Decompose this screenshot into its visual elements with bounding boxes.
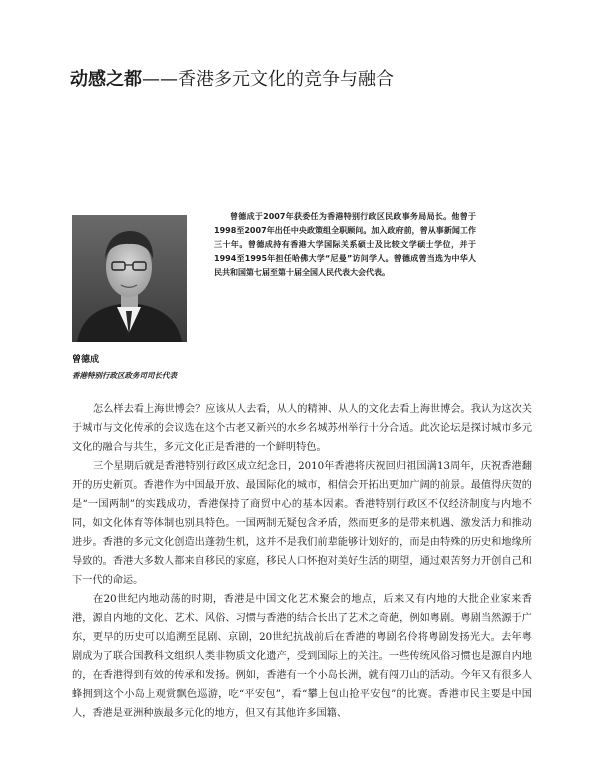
author-bio: 曾德成于2007年获委任为香港特别行政区民政事务局局长。他曾于1998至2007年出任中央政策组全职顾问。加入政府前，曾从事新闻工作三十年。曾德成持有香港大学国际关系硕士及比较文学硕士学位，并于1994至1995年担任哈佛大学“尼曼”访问学人。曾德成曾当选为中华人民共和国第七届至第十届全国人民代表大会代表。 — [214, 212, 476, 277]
title-main: 动感之都 — [70, 69, 142, 90]
author-name: 曾德成 — [72, 355, 100, 365]
body-paragraph: 怎么样去看上海世博会？应该从人去看，从人的精神、从人的文化去看上海世博会。我认为这次关于城市与文化传承的会议选在这个古老又新兴的水乡名城苏州举行十分合适。此次论坛是探讨城市多元文化的融合与共生，多元文化正是香港的一个鲜明特色。 — [72, 404, 532, 453]
body-paragraph: 在20世纪内地动荡的时期，香港是中国文化艺术聚会的地点，后来又有内地的大批企业家来香港，源自内地的文化、艺术、风俗、习惯与香港的结合长出了艺术之奇葩，例如粤剧。粤剧当然源于广东，更早的历史可以追溯至昆剧、京剧，20世纪抗战前后在香港的粤剧名伶将粤剧发扬光大。去年粤剧成为了联合国教科文组织人类非物质文化遗产，受到国际上的关注。一些传统风俗习惯也是源自内地的，在香港得到有效的传承和发扬。例如，香港有一个小岛长洲，就有闯刀山的活动。今年又有很多人蜂拥到这个小岛上观赏飘色巡游，吃“平安包”，看“攀上包山抢平安包”的比赛。香港市民主要是中国人，香港是亚洲种族最多元化的地方，但又有其他许多国籍、 — [72, 594, 532, 719]
body-paragraph: 三个星期后就是香港特别行政区成立纪念日，2010年香港将庆祝回归祖国满13周年，庆祝香港翻开的历史新页。香港作为中国最开放、最国际化的城市，相信会开拓出更加广阔的前景。最值得庆贺的是“一国两制”的实践成功，香港保持了商贸中心的基本因素。香港特别行政区不仅经济制度与内地不同，如文化体育等体制也别具特色。一国两制无疑包含矛盾，然而更多的是带来机遇、激发活力和推动进步。香港的多元文化创造出蓬勃生机，这并不是我们前辈能够计划好的，而是由特殊的历史和地缘所导致的。香港大多数人都来自移民的家庭，移民人口怀抱对美好生活的期望，通过艰苦努力开创自己和下一代的命运。 — [72, 461, 532, 586]
title-subtitle: ——香港多元文化的竞争与融合 — [142, 69, 394, 90]
author-title: 香港特别行政区政务司司长代表 — [72, 371, 177, 380]
article-body — [72, 400, 532, 723]
author-portrait — [72, 215, 187, 342]
article-title — [70, 68, 540, 92]
